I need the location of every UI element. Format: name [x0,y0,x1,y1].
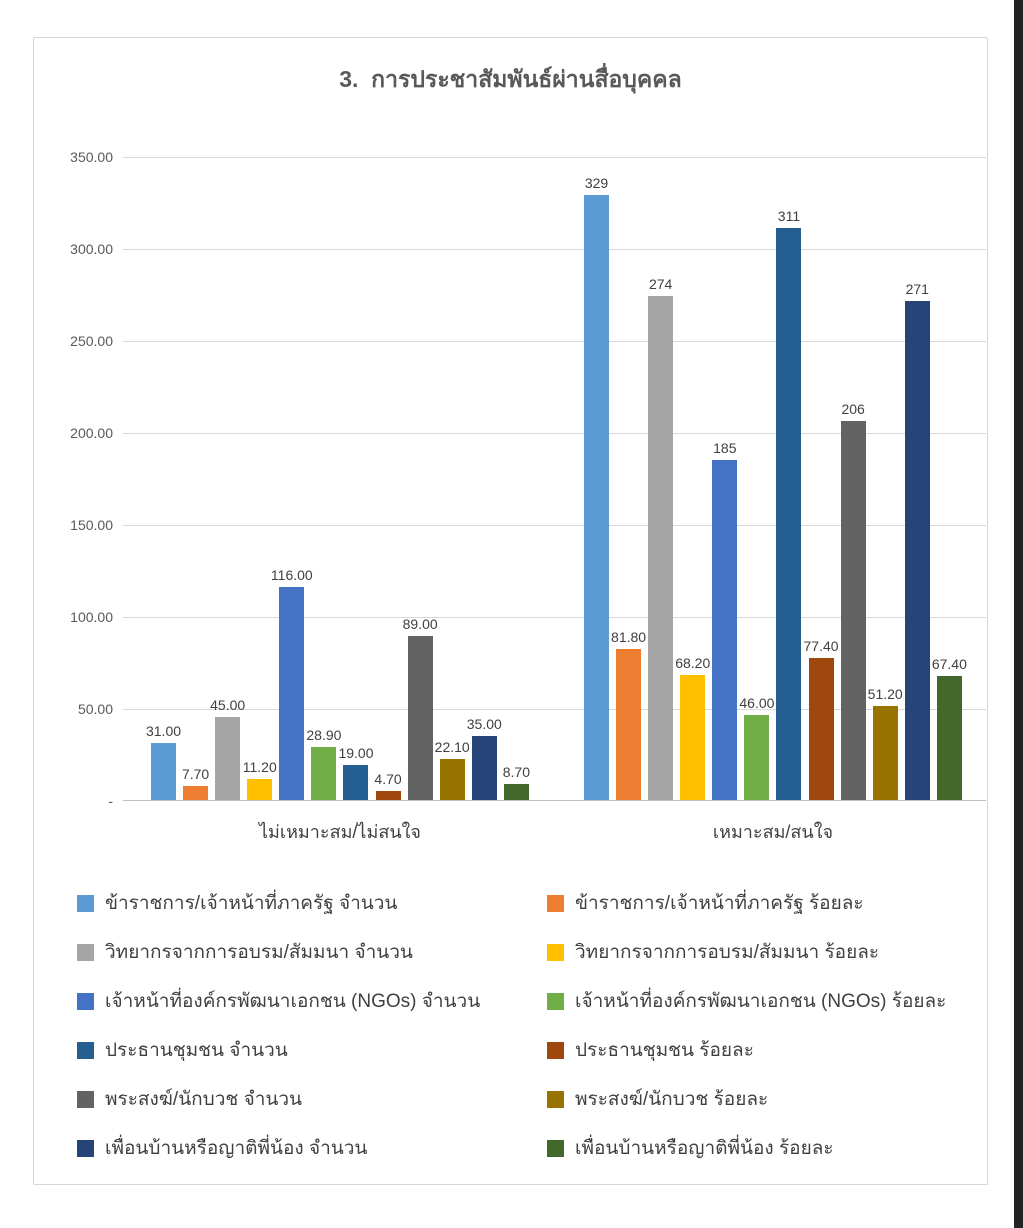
bar-wrap [776,208,801,800]
y-axis-tick-label: 250.00 [70,333,113,349]
y-axis-tick-label: 200.00 [70,425,113,441]
bar-wrap [374,771,402,800]
plot-area [70,149,986,842]
bar-wrap [712,440,737,800]
bar-wrap [466,716,502,800]
bar-wrap [210,697,246,800]
bar-value-label: 51.20 [867,686,903,702]
y-axis-tick-label: 50.00 [77,701,113,717]
chart-title: 3. การประชาสัมพันธ์ผ่านสื่อบุคคล [339,66,682,92]
legend-item [77,1037,547,1064]
x-axis-line [123,800,986,801]
bar [680,675,705,800]
legend-swatch [77,1140,94,1157]
legend-item [77,939,547,966]
bar-value-label: 19.00 [338,745,374,761]
bar-value-label: 329 [584,175,609,191]
bar [472,736,497,800]
bar-value-label: 89.00 [402,616,438,632]
legend-item [77,890,547,917]
bar [809,658,834,800]
bar [584,195,609,800]
bar [873,706,898,800]
bar-value-label: 11.20 [242,759,277,775]
bar-value-label: 22.10 [434,739,470,755]
bar [376,791,401,800]
chart-container [33,37,988,1185]
bar-wrap [181,766,210,800]
legend-swatch [547,895,564,912]
bar-group-appropriate [584,157,967,800]
bar [279,587,304,800]
legend-swatch [77,944,94,961]
bar-wrap [675,655,711,800]
bar [776,228,801,800]
bar-value-label: 311 [777,208,801,224]
legend-swatch [77,993,94,1010]
legend-item [547,1135,977,1162]
bar [905,301,930,800]
bar-value-label: 185 [713,440,737,456]
bar-wrap [402,616,438,800]
bar-value-label: 68.20 [675,655,711,671]
bar [648,296,673,800]
bar-wrap [584,175,609,800]
y-axis-tick-label: - [108,793,113,809]
legend-label: วิทยากรจากการอบรม/สัมมนา ร้อยละ [575,942,880,963]
legend-label: วิทยากรจากการอบรม/สัมมนา จำนวน [105,942,413,963]
bar-wrap [270,567,313,800]
legend-label: เจ้าหน้าที่องค์กรพัฒนาเอกชน (NGOs) จำนวน [105,991,481,1012]
bar [504,784,529,800]
bar-wrap [803,638,839,800]
bar [841,421,866,800]
legend-label: เจ้าหน้าที่องค์กรพัฒนาเอกชน (NGOs) ร้อยละ [575,991,947,1012]
bar-value-label: 28.90 [306,727,342,743]
y-axis-tick-label: 100.00 [70,609,113,625]
bar-value-label: 46.00 [739,695,775,711]
bar-value-label: 45.00 [210,697,246,713]
bar [151,743,176,800]
bar [311,747,336,800]
legend-swatch [547,1042,564,1059]
bar-value-label: 7.70 [181,766,210,782]
legend-swatch [547,1091,564,1108]
legend-item [77,1135,547,1162]
legend-label: ประธานชุมชน ร้อยละ [575,1040,754,1061]
bar [712,460,737,800]
bar-value-label: 271 [905,281,929,297]
bar-value-label: 116.00 [270,567,313,583]
bar-value-label: 4.70 [374,771,402,787]
bar-value-label: 274 [648,276,673,292]
bar-value-label: 206 [841,401,865,417]
legend-label: ข้าราชการ/เจ้าหน้าที่ภาครัฐ จำนวน [105,893,398,914]
bar-value-label: 35.00 [466,716,502,732]
legend-swatch [547,1140,564,1157]
legend-label: พระสงฆ์/นักบวช จำนวน [105,1089,303,1110]
legend-swatch [77,895,94,912]
bar-value-label: 31.00 [145,723,182,739]
y-axis-tick-label: 300.00 [70,241,113,257]
bar [343,765,368,800]
bar [616,649,641,800]
bar-wrap [242,759,277,800]
bar-group-not-appropriate [145,157,530,800]
bar [408,636,433,800]
bar [440,759,465,800]
bar-wrap [648,276,673,800]
chart-legend [77,890,977,1162]
bar [215,717,240,800]
legend-item [547,939,977,966]
category-label-not-appropriate: ไม่เหมาะสม/ไม่สนใจ [259,822,421,842]
bar-wrap [306,727,342,800]
bar [744,715,769,800]
bar [937,676,962,800]
y-axis-tick-label: 350.00 [70,149,113,165]
legend-label: เพื่อนบ้านหรือญาติพี่น้อง จำนวน [105,1138,368,1159]
bar-wrap [931,656,967,800]
bar-wrap [867,686,903,800]
bar [183,786,208,800]
category-label-appropriate: เหมาะสม/สนใจ [712,822,834,842]
legend-label: ข้าราชการ/เจ้าหน้าที่ภาครัฐ ร้อยละ [575,893,864,914]
legend-item [547,890,977,917]
bar-value-label: 81.80 [611,629,647,645]
bar-wrap [611,629,647,800]
bar-wrap [145,723,182,800]
legend-swatch [547,993,564,1010]
bar-wrap [905,281,930,800]
bar-wrap [841,401,866,800]
y-axis-tick-label: 150.00 [70,517,113,533]
bar [247,779,272,800]
window-right-edge [1014,0,1023,1228]
legend-item [77,988,547,1015]
bar-value-label: 67.40 [931,656,967,672]
bar-value-label: 77.40 [803,638,839,654]
legend-swatch [547,944,564,961]
legend-swatch [77,1042,94,1059]
legend-item [547,1037,977,1064]
bar-value-label: 8.70 [502,764,530,780]
bar-wrap [739,695,775,800]
bar-wrap [338,745,374,800]
legend-label: ประธานชุมชน จำนวน [105,1040,288,1061]
legend-item [547,988,977,1015]
legend-item [547,1086,977,1113]
legend-swatch [77,1091,94,1108]
legend-label: เพื่อนบ้านหรือญาติพี่น้อง ร้อยละ [575,1138,834,1159]
bar-wrap [434,739,470,800]
bar-wrap [502,764,530,800]
legend-label: พระสงฆ์/นักบวช ร้อยละ [575,1089,769,1110]
legend-item [77,1086,547,1113]
